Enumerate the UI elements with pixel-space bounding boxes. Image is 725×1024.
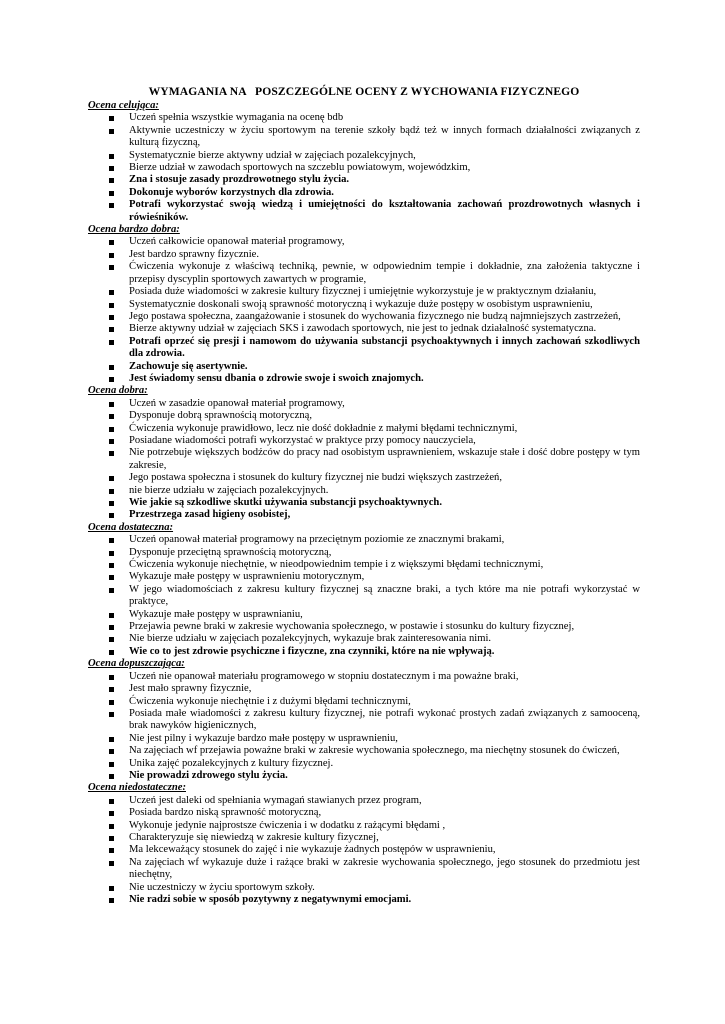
square-bullet-icon (109, 414, 114, 419)
requirement-text: Wykazuje małe postępy w usprawnianiu, (129, 608, 303, 620)
requirement-text: Wie co to jest zdrowie psychiczne i fizyczne, zna czynniki, które na nie wpływają. (129, 645, 495, 657)
requirement-item (88, 795, 640, 807)
requirement-item (88, 534, 640, 546)
square-bullet-icon (109, 377, 114, 382)
requirement-item (88, 311, 640, 323)
requirement-text: Ćwiczenia wykonuje prawidłowo, lecz nie dość dokładnie z małymi błędami technicznymi, (129, 422, 518, 434)
requirement-text: Charakteryzuje się niewiedzą w zakresie kultury fizycznej, (129, 831, 379, 843)
requirement-text: Aktywnie uczestniczy w życiu sportowym na terenie szkoły bądź też w innych formach działalności związanych z kulturą fizyczną, (129, 124, 640, 149)
requirement-text: Nie jest pilny i wykazuje bardzo małe postępy w usprawnieniu, (129, 732, 398, 744)
square-bullet-icon (109, 191, 114, 196)
square-bullet-icon (109, 439, 114, 444)
requirement-text: Nie prowadzi zdrowego stylu życia. (129, 769, 288, 781)
requirement-item (88, 447, 640, 472)
requirement-text: Potrafi wykorzystać swoją wiedzą i umiejętności do kształtowania zachowań prozdrowotnych własnych i rówieśników. (129, 199, 640, 223)
requirement-item (88, 609, 640, 621)
square-bullet-icon (109, 886, 114, 891)
requirement-text: Dokonuje wyborów korzystnych dla zdrowia. (129, 186, 334, 198)
square-bullet-icon (109, 340, 114, 345)
requirement-item (88, 758, 640, 770)
requirement-text: Nie potrzebuje większych bodźców do pracy nad osobistym usprawnieniem, wskazuje stałe i dość dobre postępy w tym zakresie, (129, 447, 640, 471)
square-bullet-icon (109, 811, 114, 816)
requirement-text: Dysponuje przeciętną sprawnością motoryczną, (129, 546, 332, 558)
requirement-item (88, 423, 640, 435)
square-bullet-icon (109, 637, 114, 642)
requirement-item (88, 894, 640, 906)
requirement-item (88, 398, 640, 410)
requirement-item (88, 671, 640, 683)
square-bullet-icon (109, 513, 114, 518)
requirement-item (88, 150, 640, 162)
requirement-item (88, 683, 640, 695)
square-bullet-icon (109, 154, 114, 159)
requirement-item (88, 472, 640, 484)
square-bullet-icon (109, 451, 114, 456)
requirement-item (88, 882, 640, 894)
requirements-list (88, 671, 640, 783)
grade-section-heading: Ocena bardzo dobra: (88, 224, 180, 236)
requirement-text: W jego wiadomościach z zakresu kultury fizycznej są znaczne braki, a tych które ma nie potrafi wykorzystać w praktyce, (129, 583, 640, 608)
square-bullet-icon (109, 116, 114, 121)
requirements-list (88, 795, 640, 907)
requirement-text: Jego postawa społeczna i stosunek do kultury fizycznej nie budzi większych zastrzeżeń, (129, 472, 503, 484)
requirement-text: Zachowuje się asertywnie. (129, 360, 248, 372)
square-bullet-icon (109, 588, 114, 593)
requirement-text: Ćwiczenia wykonuje niechętnie i z dużymi błędami technicznymi, (129, 695, 411, 707)
square-bullet-icon (109, 538, 114, 543)
square-bullet-icon (109, 327, 114, 332)
requirement-text: Ćwiczenia wykonuje z właściwą techniką, pewnie, w odpowiednim tempie i dokładnie, zna założenia taktyczne i przepisy dyscyplin sportowych zawartych w programie, (129, 261, 640, 285)
requirement-item (88, 187, 640, 199)
requirement-item (88, 733, 640, 745)
requirement-item (88, 323, 640, 335)
requirement-item (88, 571, 640, 583)
requirement-item (88, 745, 640, 757)
square-bullet-icon (109, 898, 114, 903)
square-bullet-icon (109, 737, 114, 742)
requirement-item (88, 497, 640, 509)
requirement-text: Systematycznie doskonali swoją sprawność motoryczną i wykazuje duże postępy w osobistym usprawnieniu, (129, 298, 593, 310)
requirement-item (88, 646, 640, 658)
square-bullet-icon (109, 365, 114, 370)
requirements-list (88, 534, 640, 658)
requirement-text: Posiadane wiadomości potrafi wykorzystać w praktyce przy pomocy nauczyciela, (129, 434, 476, 446)
document-page (88, 85, 640, 906)
square-bullet-icon (109, 625, 114, 630)
document-title: WYMAGANIA NA POSZCZEGÓLNE OCENY Z WYCHOWANIA FIZYCZNEGO (148, 85, 580, 98)
square-bullet-icon (109, 402, 114, 407)
square-bullet-icon (109, 290, 114, 295)
requirement-item (88, 174, 640, 186)
square-bullet-icon (109, 712, 114, 717)
requirement-text: Nie uczestniczy w życiu sportowym szkoły. (129, 881, 315, 893)
requirement-item (88, 708, 640, 733)
requirement-item (88, 770, 640, 782)
requirement-text: Jest mało sprawny fizycznie, (129, 683, 252, 695)
square-bullet-icon (109, 861, 114, 866)
requirement-text: Na zajęciach wf przejawia poważne braki w zakresie wychowania społecznego, ma niechętny stosunek do ćwiczeń, (129, 745, 620, 757)
square-bullet-icon (109, 762, 114, 767)
requirement-text: Wie jakie są szkodliwe skutki używania substancji psychoaktywnych. (129, 497, 442, 508)
square-bullet-icon (109, 203, 114, 208)
requirement-item (88, 559, 640, 571)
requirement-item (88, 236, 640, 248)
requirement-text: Posiada bardzo niską sprawność motoryczną, (129, 807, 322, 819)
requirement-text: Dysponuje dobrą sprawnością motoryczną, (129, 410, 312, 422)
square-bullet-icon (109, 427, 114, 432)
requirement-item (88, 299, 640, 311)
requirement-text: Bierze udział w zawodach sportowych na szczeblu powiatowym, wojewódzkim, (129, 162, 471, 174)
grade-sections (88, 100, 640, 906)
square-bullet-icon (109, 799, 114, 804)
requirement-item (88, 410, 640, 422)
square-bullet-icon (109, 613, 114, 618)
square-bullet-icon (109, 675, 114, 680)
requirement-text: Wykonuje jedynie najprostsze ćwiczenia i w dodatku z rażącymi błędami , (129, 819, 446, 831)
requirement-text: Jego postawa społeczna, zaangażowanie i stosunek do wychowania fizycznego nie budzą najmniejszych zastrzeżeń, (129, 310, 621, 322)
square-bullet-icon (109, 240, 114, 245)
grade-section-heading: Ocena niedostateczne: (88, 782, 186, 794)
square-bullet-icon (109, 824, 114, 829)
square-bullet-icon (109, 551, 114, 556)
requirement-item (88, 199, 640, 224)
requirements-list (88, 236, 640, 385)
requirement-text: Uczeń opanował materiał programowy na przeciętnym poziomie ze znacznymi brakami, (129, 534, 505, 546)
grade-section-heading: Ocena dopuszczająca: (88, 658, 185, 670)
requirement-text: Jest świadomy sensu dbania o zdrowie swoje i swoich znajomych. (129, 372, 424, 384)
requirement-item (88, 249, 640, 261)
requirement-item (88, 261, 640, 286)
square-bullet-icon (109, 848, 114, 853)
square-bullet-icon (109, 836, 114, 841)
grade-section-heading: Ocena dostateczna: (88, 521, 174, 533)
square-bullet-icon (109, 501, 114, 506)
requirement-text: Uczeń całkowicie opanował materiał programowy, (129, 236, 345, 248)
requirement-text: Ćwiczenia wykonuje niechętnie, w nieodpowiednim tempie i z większymi błędami technicznymi, (129, 559, 544, 571)
requirement-item (88, 373, 640, 385)
requirement-item (88, 820, 640, 832)
requirement-text: Nie bierze udziału w zajęciach pozalekcyjnych, wykazuje brak zainteresowania nimi. (129, 633, 492, 645)
requirement-text: Uczeń w zasadzie opanował materiał programowy, (129, 397, 345, 409)
requirement-text: Uczeń nie opanował materiału programowego w stopniu dostatecznym i ma poważne braki, (129, 670, 519, 682)
requirement-text: Unika zajęć pozalekcyjnych z kultury fizycznej. (129, 757, 334, 769)
requirement-text: Na zajęciach wf wykazuje duże i rażące braki w zakresie wychowania społecznego, jego stosunek do przedmiotu jest niechętny, (129, 856, 640, 881)
requirement-item (88, 584, 640, 609)
requirement-text: Przestrzega zasad higieny osobistej, (129, 509, 291, 521)
requirement-item (88, 361, 640, 373)
square-bullet-icon (109, 489, 114, 494)
square-bullet-icon (109, 650, 114, 655)
requirement-text: nie bierze udziału w zajęciach pozalekcyjnych. (129, 484, 329, 496)
square-bullet-icon (109, 563, 114, 568)
requirement-item (88, 844, 640, 856)
requirement-text: Przejawia pewne braki w zakresie wychowania społecznego, w postawie i stosunku do kultury fizycznej, (129, 621, 575, 633)
requirement-text: Uczeń spełnia wszystkie wymagania na ocenę bdb (129, 112, 344, 124)
requirement-text: Zna i stosuje zasady prozdrowotnego stylu życia. (129, 174, 350, 186)
requirement-item (88, 621, 640, 633)
square-bullet-icon (109, 749, 114, 754)
requirement-text: Posiada małe wiadomości z zakresu kultury fizycznej, nie potrafi wykonać prostych zadań związanych z samooceną, brak nawyków higienicznych, (129, 707, 640, 732)
requirement-item (88, 807, 640, 819)
square-bullet-icon (109, 575, 114, 580)
requirement-item (88, 286, 640, 298)
square-bullet-icon (109, 253, 114, 258)
requirement-text: Potrafi oprzeć się presji i namowom do używania substancji psychoaktywnych i innych zachowań szkodliwych dla zdrowia. (129, 335, 640, 360)
square-bullet-icon (109, 315, 114, 320)
requirement-item (88, 857, 640, 882)
square-bullet-icon (109, 700, 114, 705)
requirement-text: Posiada duże wiadomości w zakresie kultury fizycznej i umiejętnie wykorzystuje je w praktycznym działaniu, (129, 286, 597, 298)
square-bullet-icon (109, 476, 114, 481)
square-bullet-icon (109, 303, 114, 308)
square-bullet-icon (109, 166, 114, 171)
requirements-list (88, 112, 640, 224)
requirement-text: Ma lekceważący stosunek do zajęć i nie wykazuje żadnych postępów w usprawnieniu, (129, 844, 496, 856)
requirement-item (88, 162, 640, 174)
square-bullet-icon (109, 774, 114, 779)
requirement-text: Nie radzi sobie w sposób pozytywny z negatywnymi emocjami. (129, 894, 412, 905)
requirement-item (88, 633, 640, 645)
requirement-item (88, 112, 640, 124)
square-bullet-icon (109, 129, 114, 134)
requirement-item (88, 509, 640, 521)
requirement-item (88, 336, 640, 361)
requirement-text: Wykazuje małe postępy w usprawnieniu motorycznym, (129, 571, 365, 583)
grade-section-heading: Ocena celująca: (88, 100, 159, 111)
square-bullet-icon (109, 265, 114, 270)
square-bullet-icon (109, 687, 114, 692)
square-bullet-icon (109, 178, 114, 183)
requirements-list (88, 398, 640, 522)
requirement-item (88, 485, 640, 497)
requirement-text: Uczeń jest daleki od spełniania wymagań stawianych przez program, (129, 794, 422, 806)
requirement-item (88, 547, 640, 559)
requirement-item (88, 696, 640, 708)
requirement-text: Bierze aktywny udział w zajęciach SKS i zawodach sportowych, nie jest to jednak działalność systematyczna. (129, 323, 597, 335)
requirement-item (88, 125, 640, 150)
requirement-text: Jest bardzo sprawny fizycznie. (129, 248, 260, 260)
requirement-text: Systematycznie bierze aktywny udział w zajęciach pozalekcyjnych, (129, 149, 416, 161)
requirement-item (88, 832, 640, 844)
grade-section-heading: Ocena dobra: (88, 385, 148, 397)
requirement-item (88, 435, 640, 447)
